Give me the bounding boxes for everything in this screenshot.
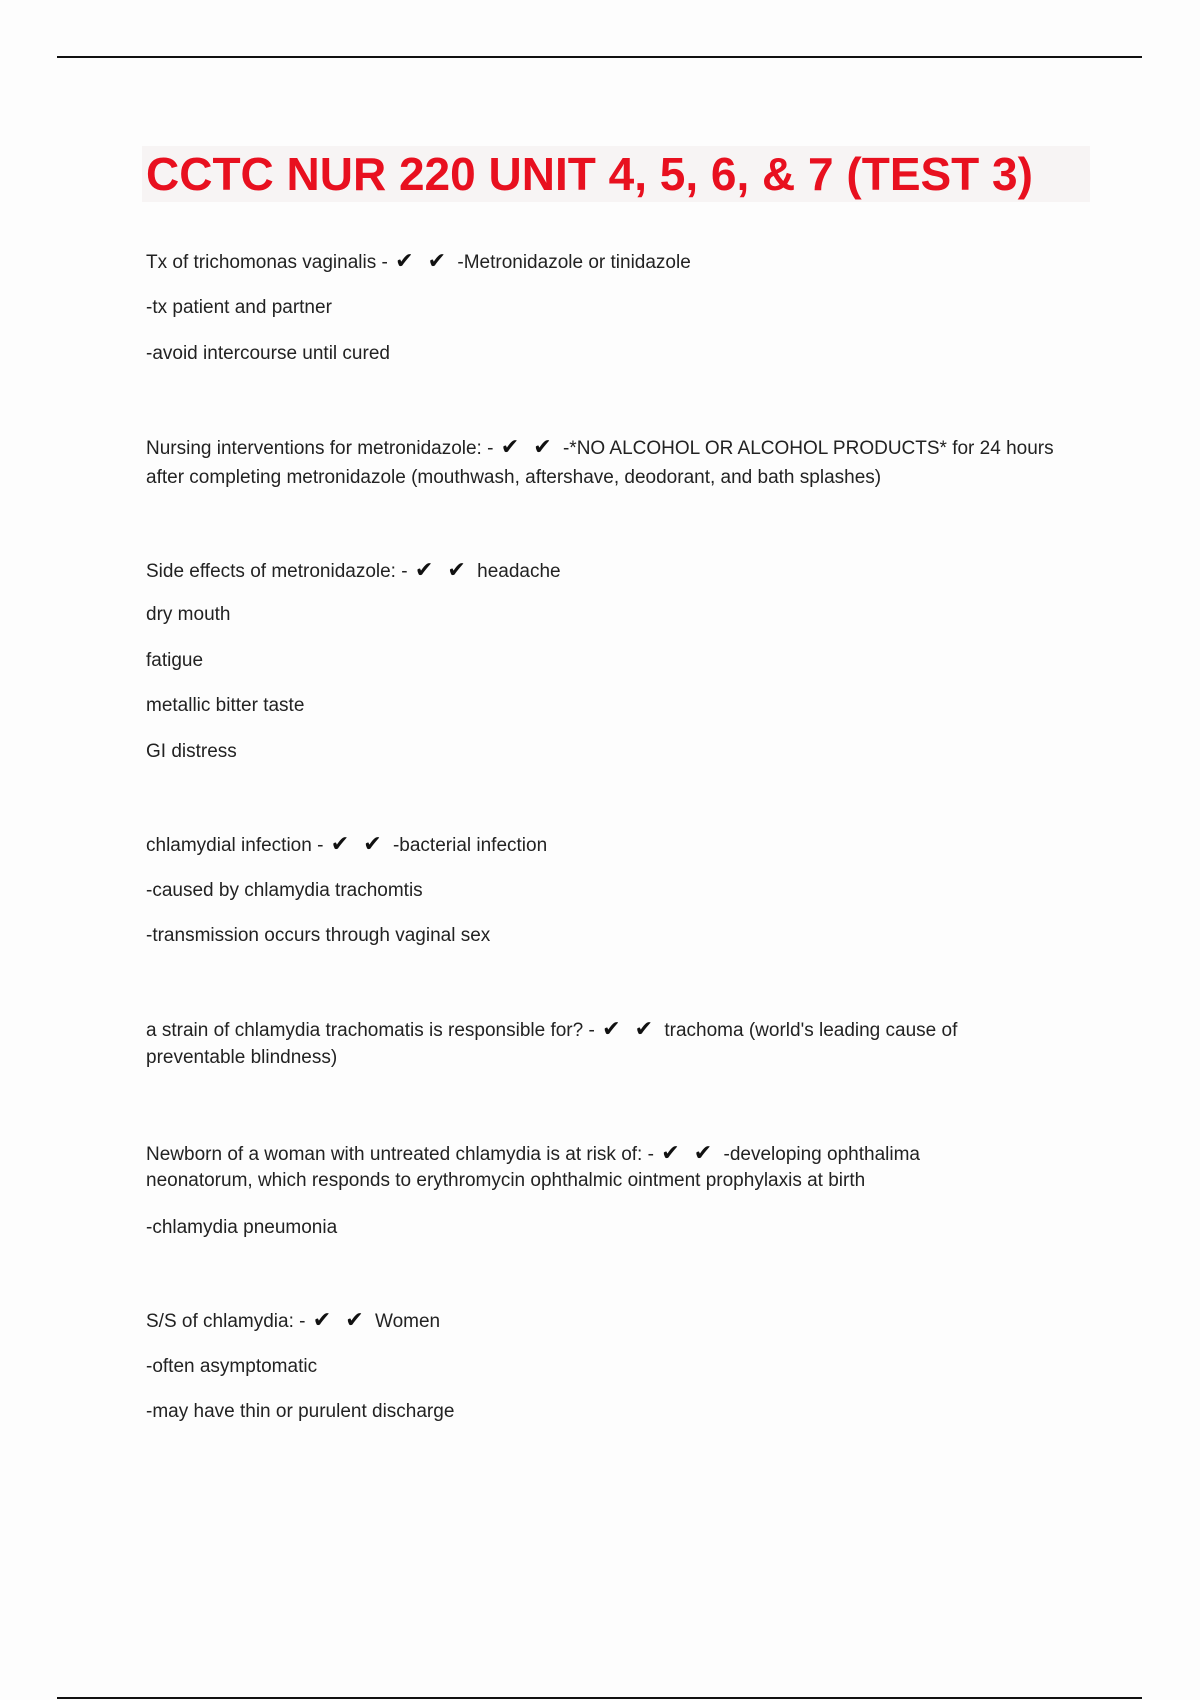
card-question: Newborn of a woman with untreated chlamydia is at risk of: - [146, 1144, 654, 1165]
card-question: chlamydial infection - [146, 835, 324, 856]
card-question: Nursing interventions for metronidazole: - [146, 438, 494, 459]
card-answer-line: -caused by chlamydia trachomtis [146, 880, 423, 901]
card-answer: Women [375, 1311, 441, 1332]
card-answer-line: dry mouth [146, 604, 231, 625]
card-answer-line: fatigue [146, 650, 204, 671]
card-answer-line: -often asymptomatic [146, 1356, 318, 1377]
card-answer: -Metronidazole or tinidazole [457, 252, 691, 273]
card-answer-line: -transmission occurs through vaginal sex [146, 925, 491, 946]
card-answer-line: preventable blindness) [146, 1047, 338, 1068]
card-answer: -*NO ALCOHOL OR ALCOHOL PRODUCTS* for 24 hours [562, 438, 1054, 459]
card-answer: -bacterial infection [392, 835, 548, 856]
card-answer: headache [477, 561, 561, 582]
card-answer-line: -tx patient and partner [146, 297, 332, 318]
card-question-line [146, 1014, 957, 1046]
card-answer-line: -avoid intercourse until cured [146, 343, 390, 364]
card-question-line [146, 432, 1054, 464]
card-answer-line: GI distress [146, 741, 237, 762]
checkmark-icon: ✔ ✔ [414, 557, 470, 582]
card-answer-line: -may have thin or purulent discharge [146, 1401, 455, 1422]
card-question-line [146, 1305, 440, 1337]
card-question-line [146, 555, 561, 587]
top-rule [57, 56, 1142, 58]
document-title: CCTC NUR 220 UNIT 4, 5, 6, & 7 (TEST 3) [146, 148, 1033, 200]
checkmark-icon: ✔ ✔ [602, 1016, 658, 1041]
checkmark-icon: ✔ ✔ [330, 831, 386, 856]
checkmark-icon: ✔ ✔ [661, 1140, 717, 1165]
card-question-line [146, 829, 547, 861]
bottom-rule [57, 1697, 1142, 1699]
card-answer: -developing ophthalima [723, 1144, 920, 1165]
card-question-line [146, 246, 691, 278]
card-answer-line: after completing metronidazole (mouthwash, aftershave, deodorant, and bath splashes) [146, 467, 882, 488]
card-question: Side effects of metronidazole: - [146, 561, 408, 582]
card-answer: trachoma (world's leading cause of [664, 1020, 958, 1041]
checkmark-icon: ✔ ✔ [395, 248, 451, 273]
card-answer-line: metallic bitter taste [146, 695, 305, 716]
card-question: a strain of chlamydia trachomatis is responsible for? - [146, 1020, 595, 1041]
checkmark-icon: ✔ ✔ [500, 434, 556, 459]
card-question: S/S of chlamydia: - [146, 1311, 306, 1332]
card-answer-line: neonatorum, which responds to erythromycin ophthalmic ointment prophylaxis at birth [146, 1170, 866, 1191]
card-answer-line: -chlamydia pneumonia [146, 1217, 338, 1238]
checkmark-icon: ✔ ✔ [312, 1307, 368, 1332]
card-question: Tx of trichomonas vaginalis - [146, 252, 388, 273]
